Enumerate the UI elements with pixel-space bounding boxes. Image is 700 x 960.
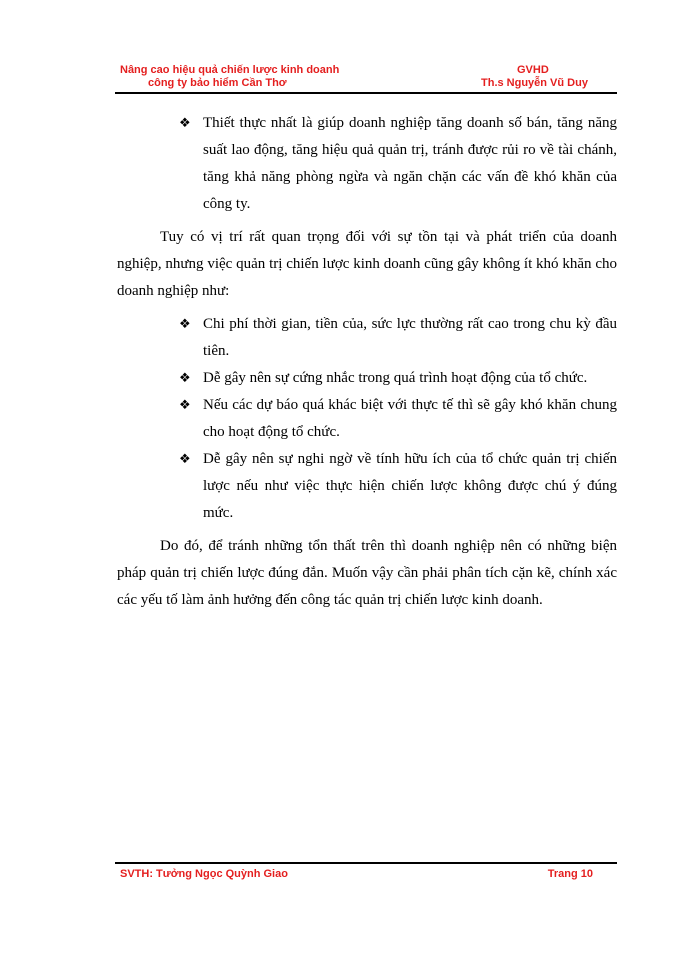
bullet-text: Nếu các dự báo quá khác biệt với thực tế thì sẽ gây khó khăn chung cho hoạt động tổ chức.: [203, 397, 617, 440]
page-footer: [115, 862, 617, 884]
header-title-line1: Nâng cao hiệu quả chiến lược kinh doanh: [120, 64, 340, 76]
diamond-bullet-icon: ❖: [179, 116, 191, 131]
list-item: [117, 365, 617, 392]
header-advisor-label: GVHD: [517, 64, 549, 76]
list-item: [117, 311, 617, 365]
bullet-list-benefits: [117, 110, 617, 218]
diamond-bullet-icon: ❖: [179, 398, 191, 413]
bullet-text: Dễ gây nên sự nghi ngờ về tính hữu ích của tổ chức quản trị chiến lược nếu như việc thực hiện chiến lược không được chú ý đúng mức.: [203, 451, 617, 521]
page-header: [115, 64, 617, 94]
bullet-text: Chi phí thời gian, tiền của, sức lực thường rất cao trong chu kỳ đầu tiên.: [203, 316, 617, 359]
list-item: [117, 392, 617, 446]
footer-page-number: Trang 10: [547, 868, 593, 880]
header-advisor-name: Th.s Nguyễn Vũ Duy: [481, 77, 588, 89]
bullet-text: Dễ gây nên sự cứng nhắc trong quá trình hoạt động của tổ chức.: [203, 370, 588, 386]
diamond-bullet-icon: ❖: [179, 371, 191, 386]
header-title-line2: công ty bảo hiểm Cần Thơ: [148, 77, 287, 89]
diamond-bullet-icon: ❖: [179, 317, 191, 332]
document-body: [117, 110, 617, 620]
diamond-bullet-icon: ❖: [179, 452, 191, 467]
bullet-list-difficulties: [117, 311, 617, 527]
paragraph: Tuy có vị trí rất quan trọng đối với sự tồn tại và phát triển của doanh nghiệp, nhưng việc quản trị chiến lược kinh doanh cũng gây không ít khó khăn cho doanh nghiệp như:: [117, 229, 617, 299]
bullet-text: Thiết thực nhất là giúp doanh nghiệp tăng doanh số bán, tăng năng suất lao động, tăng hiệu quả quản trị, tránh được rủi ro về tài chánh, tăng khả năng phòng ngừa và ngăn chặn các vấn đề khó khăn của công ty.: [203, 115, 617, 212]
footer-student: SVTH: Tưởng Ngọc Quỳnh Giao: [120, 868, 288, 880]
list-item: [117, 110, 617, 218]
list-item: [117, 446, 617, 527]
paragraph: Do đó, để tránh những tổn thất trên thì doanh nghiệp nên có những biện pháp quản trị chiến lược đúng đắn. Muốn vậy cần phải phân tích cặn kẽ, chính xác các yếu tố làm ảnh hưởng đến công tác quản trị chiến lược kinh doanh.: [117, 538, 617, 608]
